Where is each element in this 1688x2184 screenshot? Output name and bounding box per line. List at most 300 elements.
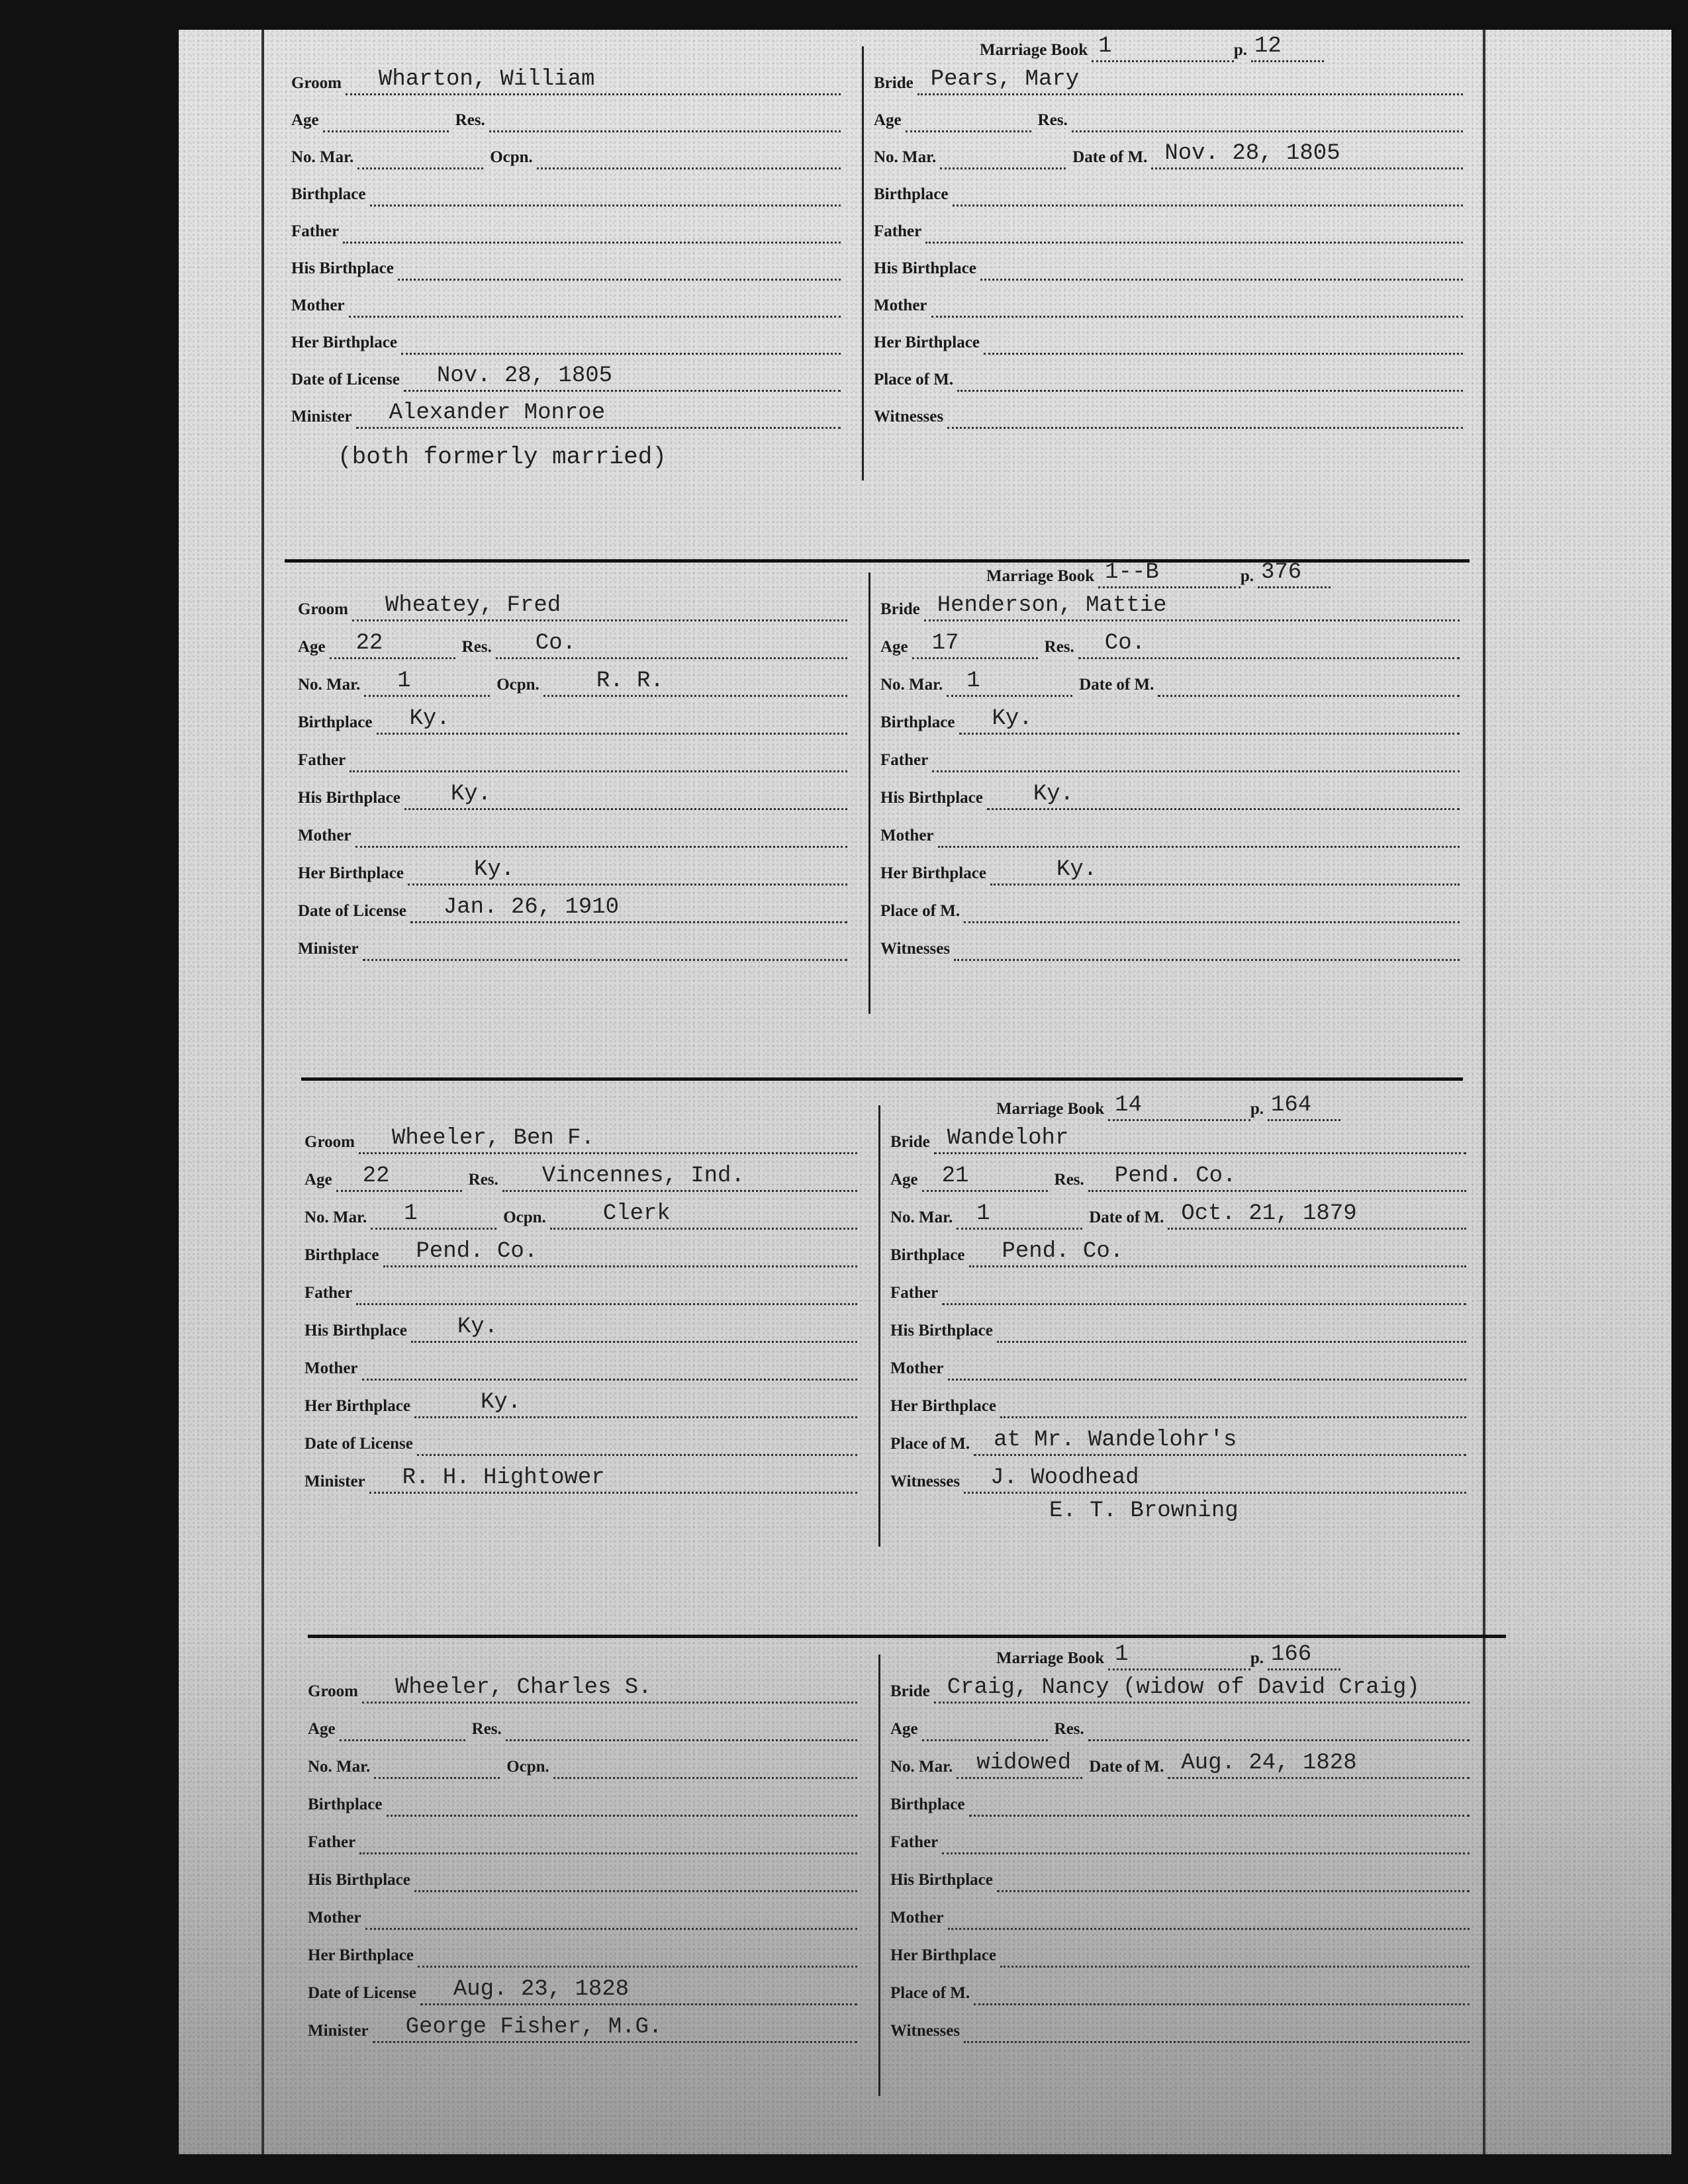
witnesses-line <box>964 1460 1466 1494</box>
witnesses-line <box>964 2009 1470 2043</box>
bride-birthplace-line <box>953 173 1464 206</box>
bride-her-birthplace-line <box>984 321 1463 355</box>
minister-value: George Fisher, M.G. <box>405 2015 663 2040</box>
groom-his-birthplace-line <box>414 1858 857 1892</box>
page-line <box>1251 34 1324 62</box>
bride-res-value: Co. <box>1104 631 1146 656</box>
groom-her-birthplace-label: Her Birthplace <box>291 334 397 351</box>
groom-his-birthplace-line <box>398 247 841 281</box>
column-divider <box>878 1655 880 2096</box>
groom-age-line <box>323 99 449 132</box>
form-row <box>890 1345 1466 1381</box>
groom-father-label: Father <box>305 1284 353 1302</box>
groom-res-value: Vincennes, Ind. <box>541 1163 745 1189</box>
minister-label: Minister <box>305 1473 365 1490</box>
bride-her-birthplace-line <box>1000 1385 1466 1418</box>
bride-no-mar-value: 1 <box>976 1201 990 1226</box>
date-of-m-line <box>1158 663 1460 697</box>
form-row <box>890 1819 1470 1854</box>
bride-mother-line <box>948 1347 1466 1381</box>
groom-no-mar-label: No. Mar. <box>305 1208 367 1226</box>
bride-age-label: Age <box>890 1720 918 1738</box>
form-row <box>291 97 841 132</box>
bride-value: Craig, Nancy (widow of David Craig) <box>947 1675 1420 1700</box>
bride-age-line <box>906 99 1031 132</box>
date-of-m-value: Aug. 24, 1828 <box>1181 1751 1357 1776</box>
date-of-license-label: Date of License <box>298 902 406 920</box>
form-row <box>874 356 1463 392</box>
groom-father-line <box>350 739 847 772</box>
groom-father-line <box>343 210 841 244</box>
bride-no-mar-line <box>947 663 1072 697</box>
groom-birthplace-label: Birthplace <box>305 1246 379 1264</box>
date-of-license-label: Date of License <box>305 1435 413 1453</box>
form-row <box>291 60 841 95</box>
form-row <box>874 319 1463 355</box>
bride-no-mar-line <box>957 1196 1082 1230</box>
groom-his-birthplace-label: His Birthplace <box>308 1871 410 1889</box>
date-of-license-label: Date of License <box>308 1984 416 2002</box>
form-row <box>874 97 1463 132</box>
bride-his-birthplace-line <box>987 776 1460 810</box>
bride-age-label: Age <box>880 638 908 656</box>
form-row <box>890 1307 1466 1343</box>
groom-label: Groom <box>308 1682 358 1700</box>
form-row <box>298 699 847 735</box>
minister-label: Minister <box>308 2022 369 2040</box>
groom-res-label: Res. <box>468 1171 498 1189</box>
groom-her-birthplace-label: Her Birthplace <box>305 1397 410 1415</box>
form-row <box>890 1894 1470 1930</box>
groom-line <box>359 1120 857 1154</box>
groom-birthplace-label: Birthplace <box>298 713 373 731</box>
groom-label: Groom <box>305 1133 355 1151</box>
minister-label: Minister <box>291 408 352 426</box>
groom-res-label: Res. <box>455 111 485 129</box>
groom-ocpn-label: Ocpn. <box>496 676 539 694</box>
form-row <box>291 134 841 169</box>
groom-res-line <box>489 99 841 132</box>
groom-age-line <box>340 1707 465 1741</box>
form-row <box>308 1970 857 2005</box>
form-row <box>874 60 1463 95</box>
bride-her-birthplace-label: Her Birthplace <box>890 1397 996 1415</box>
place-of-m-line <box>957 358 1463 392</box>
date-of-m-label: Date of M. <box>1079 676 1154 694</box>
form-row <box>890 1118 1466 1154</box>
bride-birthplace-label: Birthplace <box>890 1796 965 1813</box>
date-of-m-line <box>1168 1745 1470 1779</box>
bride-his-birthplace-line <box>980 247 1463 281</box>
column-divider <box>862 46 864 480</box>
marriage-book-number: 1--B <box>1105 560 1159 585</box>
witnesses-label: Witnesses <box>890 1473 961 1490</box>
groom-value: Wheeler, Ben F. <box>391 1126 594 1151</box>
groom-ocpn-line <box>537 136 841 169</box>
witnesses-line <box>947 395 1463 429</box>
groom-res-label: Res. <box>471 1720 502 1738</box>
marriage-book-line <box>1098 560 1241 588</box>
minister-line <box>363 927 847 961</box>
form-row <box>291 319 841 355</box>
date-of-m-label: Date of M. <box>1089 1758 1164 1776</box>
groom-ocpn-label: Ocpn. <box>503 1208 546 1226</box>
groom-father-label: Father <box>308 1833 356 1851</box>
groom-age-label: Age <box>305 1171 332 1189</box>
form-row <box>291 282 841 318</box>
form-row <box>880 850 1460 886</box>
bride-father-label: Father <box>890 1284 939 1302</box>
form-row <box>874 171 1463 206</box>
bride-age-line <box>912 625 1038 659</box>
groom-res-line <box>506 1707 857 1741</box>
groom-value: Wheeler, Charles S. <box>395 1675 652 1700</box>
form-row <box>308 1819 857 1854</box>
bride-res-value: Pend. Co. <box>1114 1163 1237 1189</box>
form-row <box>291 245 841 281</box>
date-of-m-label: Date of M. <box>1089 1208 1164 1226</box>
bride-age-value: 21 <box>941 1163 969 1189</box>
bride-res-line <box>1072 99 1463 132</box>
bride-father-label: Father <box>890 1833 939 1851</box>
groom-value: Wharton, William <box>378 67 595 92</box>
bride-line <box>934 1670 1470 1704</box>
date-of-m-value: Oct. 21, 1879 <box>1181 1201 1357 1226</box>
form-row <box>305 1269 857 1305</box>
form-row <box>890 1856 1470 1892</box>
groom-birthplace-line <box>383 1234 858 1267</box>
form-row <box>305 1307 857 1343</box>
groom-birthplace-value: Pend. Co. <box>416 1239 538 1264</box>
bride-line <box>917 62 1463 95</box>
form-row <box>308 1743 857 1779</box>
groom-label: Groom <box>298 600 348 618</box>
bride-mother-line <box>938 814 1460 848</box>
date-of-license-label: Date of License <box>291 371 400 388</box>
form-row <box>308 1706 857 1741</box>
groom-ocpn-line <box>543 663 847 697</box>
form-row <box>890 1420 1466 1456</box>
date-of-license-value: Nov. 28, 1805 <box>436 363 613 388</box>
groom-his-birthplace-label: His Birthplace <box>305 1322 407 1340</box>
witnesses-label: Witnesses <box>874 408 944 426</box>
marriage-book-line <box>1092 34 1234 62</box>
form-row <box>880 774 1460 810</box>
bride-no-mar-line <box>957 1745 1082 1779</box>
groom-his-birthplace-value: Ky. <box>450 782 492 807</box>
column-divider <box>878 1105 880 1547</box>
place-of-m-label: Place of M. <box>880 902 961 920</box>
groom-age-label: Age <box>291 111 319 129</box>
page-label: p. <box>1233 41 1247 59</box>
bride-father-label: Father <box>874 222 922 240</box>
bride-his-birthplace-line <box>997 1309 1466 1343</box>
bride-birthplace-label: Birthplace <box>874 185 949 203</box>
marriage-book <box>996 1641 1340 1670</box>
form-row <box>298 737 847 772</box>
bride-mother-label: Mother <box>874 296 927 314</box>
bride-no-mar-value: 1 <box>966 668 980 694</box>
form-row <box>291 208 841 244</box>
bride-birthplace-value: Pend. Co. <box>1002 1239 1124 1264</box>
minister-value: R. H. Hightower <box>402 1465 605 1490</box>
form-row <box>880 887 1460 923</box>
bride-mother-line <box>931 284 1463 318</box>
bride-res-label: Res. <box>1054 1171 1084 1189</box>
bride-her-birthplace-label: Her Birthplace <box>880 864 986 882</box>
bride-no-mar-label: No. Mar. <box>890 1208 953 1226</box>
minister-value: Alexander Monroe <box>389 400 606 426</box>
groom-birthplace-line <box>370 173 841 206</box>
marriage-book <box>996 1092 1340 1121</box>
groom-his-birthplace-label: His Birthplace <box>291 259 394 277</box>
marriage-book-line <box>1108 1093 1250 1121</box>
bride-birthplace-line <box>969 1234 1467 1267</box>
groom-mother-label: Mother <box>298 827 352 844</box>
groom-no-mar-line <box>364 663 490 697</box>
form-row <box>305 1458 857 1494</box>
form-row <box>298 925 847 961</box>
groom-her-birthplace-line <box>418 1934 857 1968</box>
bride-his-birthplace-label: His Birthplace <box>874 259 976 277</box>
bride-age-line <box>922 1158 1048 1192</box>
bride-res-label: Res. <box>1054 1720 1084 1738</box>
groom-ocpn-line <box>550 1196 857 1230</box>
form-row <box>890 1383 1466 1418</box>
bride-age-value: 17 <box>931 631 959 656</box>
groom-his-birthplace-value: Ky. <box>457 1314 498 1340</box>
bride-label: Bride <box>880 600 920 618</box>
date-of-license-line <box>420 1972 857 2005</box>
bride-father-line <box>932 739 1460 772</box>
form-row <box>890 1156 1466 1192</box>
date-of-license-line <box>404 358 841 392</box>
bride-his-birthplace-label: His Birthplace <box>890 1871 993 1889</box>
witnesses-label: Witnesses <box>880 940 951 958</box>
form-row <box>880 925 1460 961</box>
groom-age-label: Age <box>308 1720 336 1738</box>
groom-her-birthplace-line <box>401 321 841 355</box>
form-row <box>308 1856 857 1892</box>
bride-father-label: Father <box>880 751 929 769</box>
bride-no-mar-label: No. Mar. <box>890 1758 953 1776</box>
marriage-book-number: 14 <box>1115 1093 1142 1118</box>
groom-mother-line <box>365 1896 857 1930</box>
groom-her-birthplace-value: Ky. <box>473 857 515 882</box>
groom-mother-label: Mother <box>308 1909 361 1927</box>
bride-birthplace-label: Birthplace <box>890 1246 965 1264</box>
form-row <box>298 661 847 697</box>
form-row <box>308 1668 857 1704</box>
marriage-book-number: 1 <box>1115 1642 1129 1667</box>
groom-no-mar-line <box>357 136 483 169</box>
groom-mother-line <box>349 284 841 318</box>
bride-age-label: Age <box>874 111 902 129</box>
bride-his-birthplace-label: His Birthplace <box>880 789 983 807</box>
groom-mother-line <box>355 814 847 848</box>
form-row <box>890 2007 1470 2043</box>
form-row <box>291 171 841 206</box>
groom-ocpn-value: R. R. <box>596 668 664 694</box>
groom-his-birthplace-label: His Birthplace <box>298 789 400 807</box>
bride-res-label: Res. <box>1037 111 1068 129</box>
groom-her-birthplace-label: Her Birthplace <box>298 864 404 882</box>
bride-her-birthplace-label: Her Birthplace <box>874 334 980 351</box>
witnesses-label: Witnesses <box>890 2022 961 2040</box>
page-label: p. <box>1250 1100 1264 1118</box>
form-row <box>880 812 1460 848</box>
bride-birthplace-line <box>969 1783 1470 1817</box>
bride-label: Bride <box>890 1682 930 1700</box>
form-row <box>298 774 847 810</box>
groom-birthplace-line <box>377 701 848 735</box>
place-of-m-label: Place of M. <box>890 1435 970 1453</box>
date-of-m-value: Nov. 28, 1805 <box>1164 141 1340 166</box>
record-separator <box>301 1077 1463 1081</box>
place-of-m-value: at Mr. Wandelohr's <box>994 1428 1237 1453</box>
bride-mother-label: Mother <box>890 1359 944 1377</box>
groom-res-label: Res. <box>461 638 492 656</box>
form-row <box>874 245 1463 281</box>
groom-no-mar-label: No. Mar. <box>308 1758 371 1776</box>
form-row <box>305 1232 857 1267</box>
form-row <box>890 1781 1470 1817</box>
witnesses-value: J. Woodhead <box>990 1465 1139 1490</box>
marriage-book-line <box>1108 1642 1250 1670</box>
page-line <box>1268 1093 1340 1121</box>
bride-her-birthplace-label: Her Birthplace <box>890 1946 996 1964</box>
groom-father-label: Father <box>291 222 340 240</box>
groom-line <box>362 1670 857 1704</box>
bride-her-birthplace-line <box>990 852 1460 886</box>
minister-label: Minister <box>298 940 359 958</box>
form-row <box>880 623 1460 659</box>
groom-value: Wheatey, Fred <box>385 593 561 618</box>
marriage-book <box>980 33 1324 62</box>
groom-birthplace-label: Birthplace <box>291 185 366 203</box>
bride-label: Bride <box>890 1133 930 1151</box>
bride-her-birthplace-line <box>1000 1934 1470 1968</box>
form-row <box>890 1970 1470 2005</box>
place-of-m-label: Place of M. <box>874 371 954 388</box>
bride-line <box>924 588 1460 621</box>
groom-age-value: 22 <box>362 1163 390 1189</box>
form-row <box>298 812 847 848</box>
date-of-m-line <box>1151 136 1463 169</box>
bride-mother-line <box>948 1896 1470 1930</box>
groom-res-line <box>502 1158 857 1192</box>
form-row <box>305 1420 857 1456</box>
groom-age-label: Age <box>298 638 326 656</box>
groom-no-mar-value: 1 <box>404 1201 418 1226</box>
page-line <box>1268 1642 1340 1670</box>
minister-line <box>356 395 841 429</box>
form-row <box>305 1194 857 1230</box>
groom-line <box>346 62 841 95</box>
bride-res-line <box>1078 625 1460 659</box>
groom-mother-label: Mother <box>291 296 345 314</box>
bride-his-birthplace-value: Ky. <box>1033 782 1074 807</box>
groom-no-mar-label: No. Mar. <box>291 148 354 166</box>
place-of-m-label: Place of M. <box>890 1984 970 2002</box>
date-of-license-value: Aug. 23, 1828 <box>453 1977 630 2002</box>
groom-ocpn-label: Ocpn. <box>490 148 533 166</box>
form-row <box>298 850 847 886</box>
marriage-book-label: Marriage Book <box>980 41 1088 59</box>
date-of-license-line <box>417 1422 857 1456</box>
witnesses-line <box>954 927 1460 961</box>
form-row <box>308 2007 857 2043</box>
groom-age-line <box>330 625 455 659</box>
date-of-m-label: Date of M. <box>1072 148 1148 166</box>
form-row <box>880 699 1460 735</box>
groom-father-label: Father <box>298 751 346 769</box>
marriage-book-label: Marriage Book <box>986 567 1095 585</box>
bride-mother-label: Mother <box>890 1909 944 1927</box>
groom-birthplace-label: Birthplace <box>308 1796 383 1813</box>
bride-value: Wandelohr <box>947 1126 1069 1151</box>
form-row <box>890 1269 1466 1305</box>
record-note: (both formerly married) <box>338 443 667 471</box>
form-row <box>308 1781 857 1817</box>
groom-mother-label: Mother <box>305 1359 358 1377</box>
groom-ocpn-value: Clerk <box>602 1201 671 1226</box>
groom-her-birthplace-value: Ky. <box>480 1390 522 1415</box>
form-row <box>298 586 847 621</box>
page-number: 12 <box>1254 34 1282 59</box>
place-of-m-line <box>964 889 1460 923</box>
groom-ocpn-label: Ocpn. <box>506 1758 549 1776</box>
marriage-book-label: Marriage Book <box>996 1100 1105 1118</box>
marriage-book-label: Marriage Book <box>996 1649 1105 1667</box>
groom-no-mar-line <box>374 1745 500 1779</box>
marriage-book-number: 1 <box>1098 34 1112 59</box>
groom-ocpn-line <box>553 1745 857 1779</box>
form-row <box>874 134 1463 169</box>
groom-his-birthplace-line <box>411 1309 857 1343</box>
groom-line <box>352 588 847 621</box>
left-margin-line <box>261 30 264 2154</box>
page-label: p. <box>1240 567 1254 585</box>
bride-value: Henderson, Mattie <box>937 593 1167 618</box>
form-row <box>308 1932 857 1968</box>
bride-his-birthplace-line <box>997 1858 1470 1892</box>
minister-line <box>369 1460 857 1494</box>
second-witness: E. T. Browning <box>1049 1498 1239 1524</box>
bride-birthplace-label: Birthplace <box>880 713 955 731</box>
form-row <box>880 737 1460 772</box>
groom-his-birthplace-line <box>404 776 847 810</box>
groom-her-birthplace-label: Her Birthplace <box>308 1946 414 1964</box>
page-label: p. <box>1250 1649 1264 1667</box>
groom-no-mar-value: 1 <box>397 668 411 694</box>
marriage-book <box>986 559 1331 588</box>
date-of-m-line <box>1168 1196 1466 1230</box>
form-row <box>890 1458 1466 1494</box>
bride-label: Bride <box>874 74 914 92</box>
page-number: 376 <box>1261 560 1302 585</box>
groom-label: Groom <box>291 74 342 92</box>
groom-no-mar-line <box>371 1196 496 1230</box>
bride-mother-label: Mother <box>880 827 934 844</box>
groom-no-mar-label: No. Mar. <box>298 676 361 694</box>
bride-value: Pears, Mary <box>930 67 1080 92</box>
form-row <box>880 661 1460 697</box>
groom-father-line <box>356 1271 857 1305</box>
right-margin-line <box>1483 30 1485 2154</box>
place-of-m-line <box>974 1422 1466 1456</box>
date-of-license-value: Jan. 26, 1910 <box>443 895 620 920</box>
